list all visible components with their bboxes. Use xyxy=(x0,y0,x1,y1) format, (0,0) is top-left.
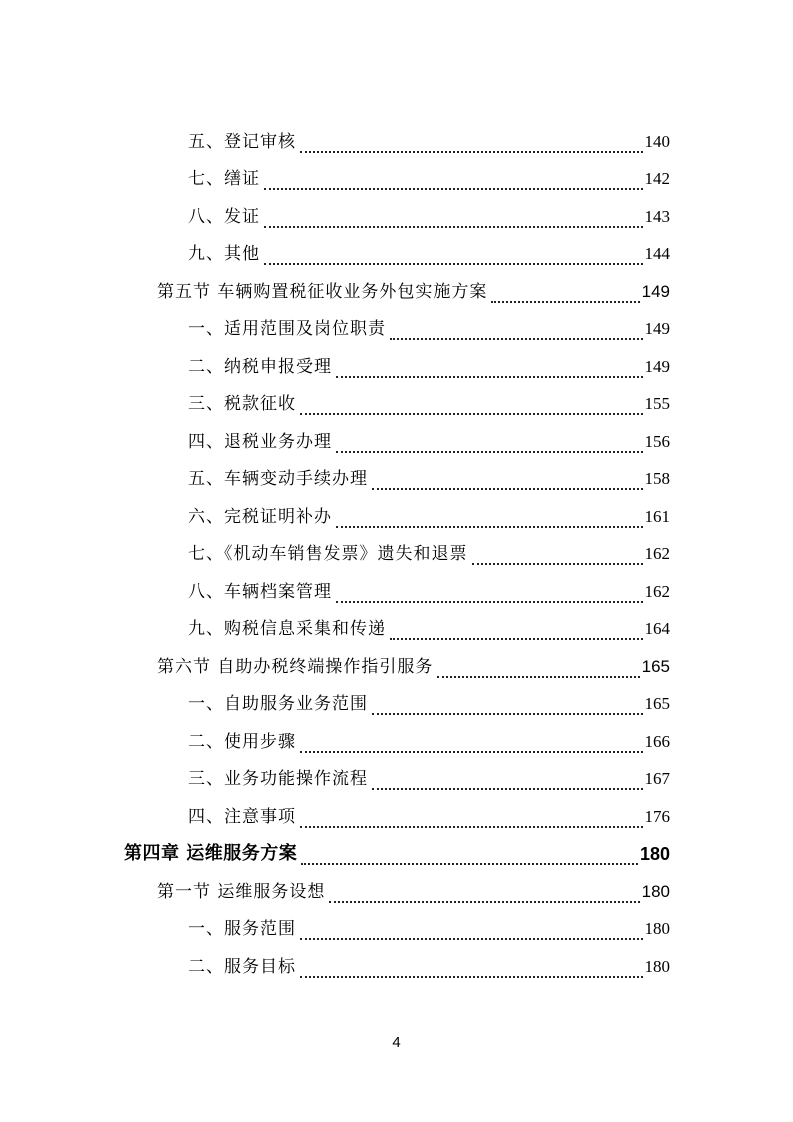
toc-entry-page: 161 xyxy=(644,506,670,526)
toc-entry[interactable] xyxy=(188,236,670,273)
toc-entry-title: 三、业务功能操作流程 xyxy=(188,769,368,789)
toc-entry-page: 143 xyxy=(644,206,670,226)
toc-entry[interactable] xyxy=(188,311,670,348)
dot-leader xyxy=(491,287,639,303)
toc-entry-page: 162 xyxy=(644,544,670,563)
toc-entry[interactable] xyxy=(188,611,670,648)
toc-entry[interactable] xyxy=(188,723,670,760)
dot-leader xyxy=(372,774,643,790)
toc-entry-title: 一、服务范围 xyxy=(188,919,296,939)
toc-entry-title: 七、《机动车销售发票》遗失和退票 xyxy=(188,544,468,564)
dot-leader xyxy=(300,137,643,153)
toc-entry-title: 第一节 运维服务设想 xyxy=(157,881,326,902)
dot-leader xyxy=(336,512,643,528)
toc-chapter-entry[interactable] xyxy=(124,836,670,873)
toc-entry-title: 二、服务目标 xyxy=(188,956,296,977)
toc-entry[interactable] xyxy=(188,686,670,723)
dot-leader xyxy=(300,737,643,753)
toc-entry[interactable] xyxy=(188,161,670,198)
toc-entry-page: 164 xyxy=(644,619,670,638)
toc-entry-title: 五、车辆变动手续办理 xyxy=(188,469,368,489)
toc-entry-title: 六、完税证明补办 xyxy=(188,506,332,527)
toc-entry-title: 八、发证 xyxy=(188,206,260,227)
toc-entry[interactable] xyxy=(188,761,670,798)
toc-entry[interactable] xyxy=(188,423,670,460)
toc-entry[interactable] xyxy=(188,573,670,610)
toc-entry[interactable] xyxy=(188,798,670,835)
dot-leader xyxy=(390,624,643,640)
toc-entry-title: 第六节 自助办税终端操作指引服务 xyxy=(157,656,434,677)
toc-entry-page: 155 xyxy=(644,394,670,413)
toc-entry-page: 180 xyxy=(639,844,670,864)
toc-entry-title: 九、其他 xyxy=(188,244,260,264)
toc-entry-title: 一、适用范围及岗位职责 xyxy=(188,319,386,339)
dot-leader xyxy=(329,887,639,903)
toc-entry-page: 158 xyxy=(644,469,670,488)
dot-leader xyxy=(472,549,643,565)
toc-entry-title: 第四章 运维服务方案 xyxy=(124,843,298,864)
toc-entry-title: 四、注意事项 xyxy=(188,806,296,827)
dot-leader xyxy=(336,437,643,453)
toc-entry-page: 180 xyxy=(641,881,670,901)
dot-leader xyxy=(300,962,643,978)
toc-entry[interactable] xyxy=(188,123,670,160)
dot-leader xyxy=(372,474,643,490)
dot-leader xyxy=(336,587,643,603)
toc-entry-page: 165 xyxy=(641,656,670,676)
toc-entry-page: 156 xyxy=(644,431,670,451)
toc-section-entry[interactable] xyxy=(157,273,670,310)
toc-entry[interactable] xyxy=(188,948,670,985)
toc-section-entry[interactable] xyxy=(157,648,670,685)
toc-entry[interactable] xyxy=(188,498,670,535)
toc-entry-title: 八、车辆档案管理 xyxy=(188,581,332,602)
toc-entry-page: 149 xyxy=(644,319,670,338)
dot-leader xyxy=(390,324,643,340)
toc-entry-title: 四、退税业务办理 xyxy=(188,431,332,452)
toc-entry[interactable] xyxy=(188,461,670,498)
toc-entry[interactable] xyxy=(188,536,670,573)
toc-entry-page: 165 xyxy=(644,694,670,713)
toc-entry-title: 二、使用步骤 xyxy=(188,731,296,752)
toc-entry-page: 149 xyxy=(644,356,670,376)
toc-entry[interactable] xyxy=(188,348,670,385)
dot-leader xyxy=(301,849,638,865)
toc-entry-title: 三、税款征收 xyxy=(188,394,296,414)
toc-entry-title: 一、自助服务业务范围 xyxy=(188,694,368,714)
toc-entry-page: 180 xyxy=(644,919,670,938)
dot-leader xyxy=(264,174,643,190)
toc-entry[interactable] xyxy=(188,911,670,948)
toc-entry-page: 149 xyxy=(641,281,670,301)
toc-entry-title: 九、购税信息采集和传递 xyxy=(188,619,386,639)
dot-leader xyxy=(336,362,643,378)
toc-entry-page: 167 xyxy=(644,769,670,788)
toc-entry-page: 166 xyxy=(644,731,670,751)
toc-entry-page: 176 xyxy=(644,806,670,826)
dot-leader xyxy=(437,662,639,678)
toc-entry[interactable] xyxy=(188,386,670,423)
dot-leader xyxy=(300,399,643,415)
toc-entry[interactable] xyxy=(188,198,670,235)
toc-entry-title: 第五节 车辆购置税征收业务外包实施方案 xyxy=(157,281,488,302)
dot-leader xyxy=(372,699,643,715)
toc-entry-page: 180 xyxy=(644,956,670,976)
toc-section-entry[interactable] xyxy=(157,873,670,910)
toc-entry-page: 144 xyxy=(644,244,670,263)
dot-leader xyxy=(300,924,643,940)
page-number: 4 xyxy=(392,1034,401,1051)
toc-entry-title: 二、纳税申报受理 xyxy=(188,356,332,377)
toc-entry-page: 142 xyxy=(644,169,670,188)
toc-entry-page: 140 xyxy=(644,131,670,151)
toc-entry-title: 五、登记审核 xyxy=(188,131,296,152)
dot-leader xyxy=(264,212,643,228)
toc-entry-page: 162 xyxy=(644,581,670,601)
toc-entry-title: 七、缮证 xyxy=(188,169,260,189)
dot-leader xyxy=(264,249,643,265)
dot-leader xyxy=(300,812,643,828)
